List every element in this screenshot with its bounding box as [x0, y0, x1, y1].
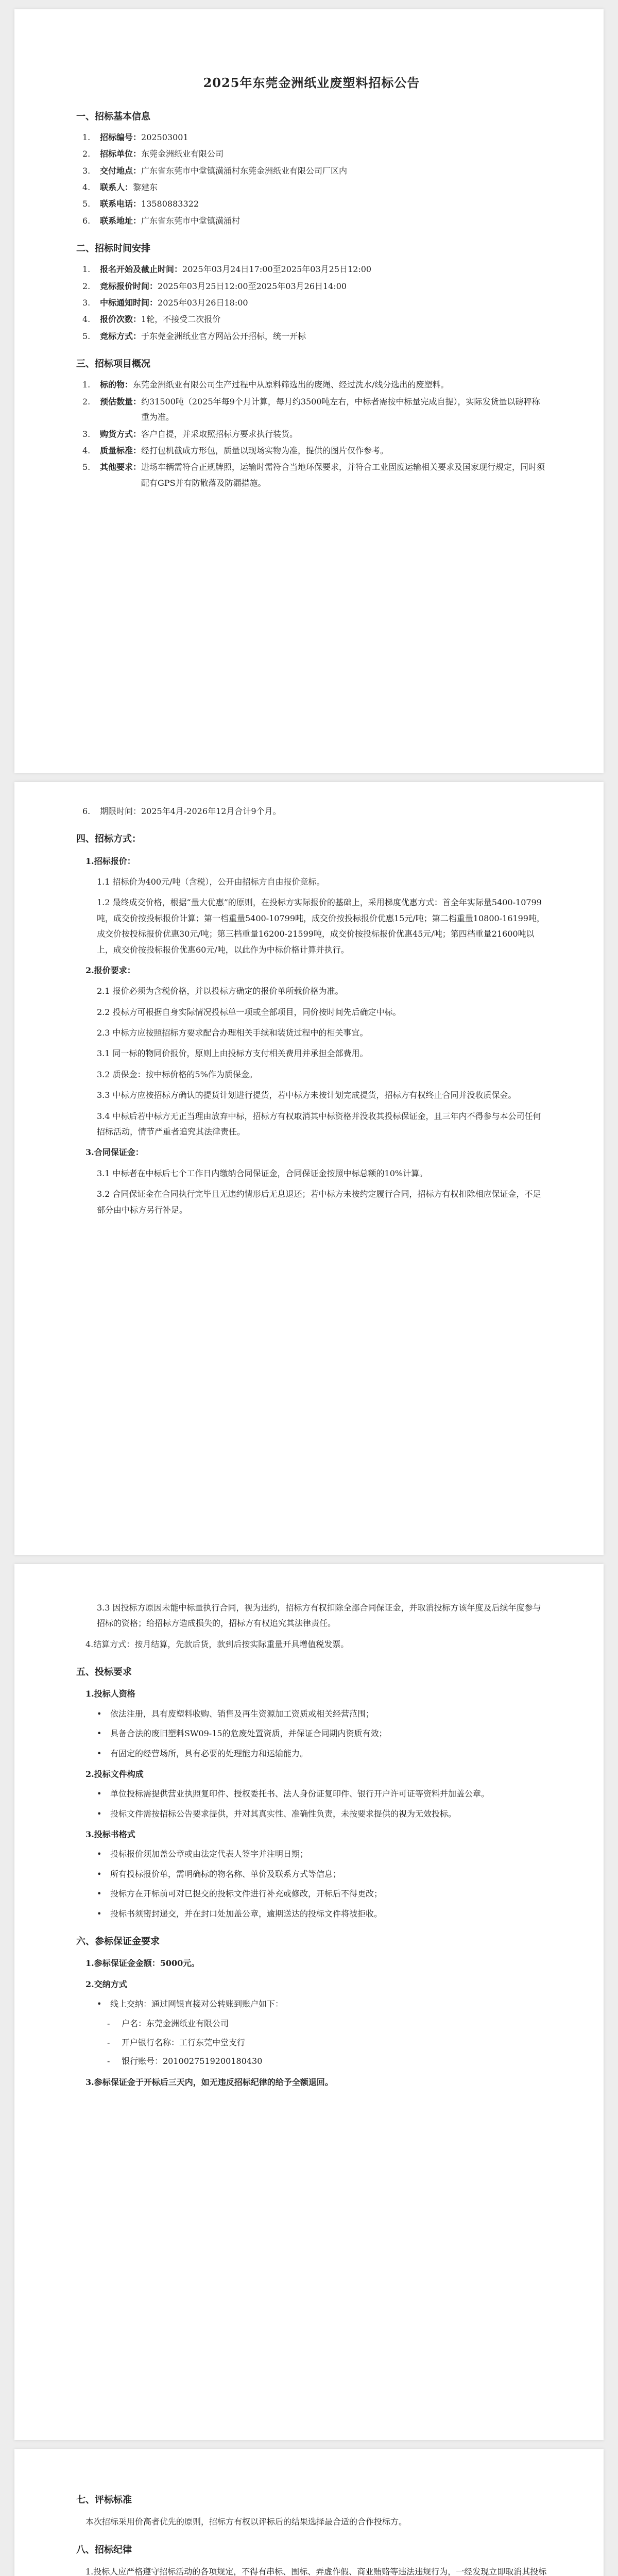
- evaluation-text: 本次招标采用价高者优先的原则，招标方有权以评标后的结果选择最合适的合作投标方。: [85, 2517, 407, 2527]
- item-value: 1轮，不接受二次报价: [141, 314, 221, 325]
- bidder-qualification-list: [76, 1706, 547, 1761]
- item-value: 客户自提，并采取照招标方要求执行装货。: [141, 429, 298, 439]
- bullet-icon: •: [97, 1889, 102, 1899]
- item-number: 2.: [82, 149, 91, 159]
- document-page-4: [14, 2449, 604, 2576]
- list-item: [82, 262, 547, 277]
- document-title: 2025年东莞金洲纸业废塑料招标公告: [203, 75, 420, 90]
- list-item: [97, 1726, 547, 1741]
- bullet-icon: •: [97, 1808, 102, 1819]
- bullet-icon: •: [97, 1728, 102, 1739]
- list-item: [97, 1867, 547, 1882]
- list-item: [97, 1886, 547, 1902]
- item-number: 6.: [82, 806, 91, 816]
- item-label: 质量标准：: [100, 446, 142, 456]
- bullet-icon: •: [97, 1908, 102, 1919]
- paragraph: 3.1 同一标的物同价报价，原则上由投标方支付相关费用并承担全部费用。: [97, 1048, 368, 1059]
- deposit-amount: 1.参标保证金金额：5000元。: [85, 1958, 200, 1969]
- list-item: [82, 180, 547, 195]
- list-item: [97, 1906, 547, 1922]
- dash-icon: -: [107, 2019, 110, 2029]
- paragraph: 1.1 招标价为400元/吨（含税），公开由招标方自由报价竞标。: [97, 876, 325, 887]
- bullet-icon: •: [97, 1748, 102, 1758]
- item-value: 13580883322: [141, 199, 199, 209]
- section-4-sub-2: 2.报价要求：: [85, 965, 135, 975]
- paragraph: 2.1 报价必须为含税价格，并以投标方确定的报价单所载价格为准。: [97, 986, 344, 996]
- item-value: 于东莞金洲纸业官方网站公开招标，统一开标: [141, 331, 306, 341]
- paragraph: 2.2 投标方可根据自身实际情况投标单一项或全部项目，同价按时间先后确定中标。: [97, 1007, 401, 1017]
- item-number: 5.: [82, 462, 91, 472]
- discipline-list: [76, 2564, 547, 2576]
- online-payment-text: 线上交纳：通过网银直接对公转账到账户如下：: [110, 1999, 284, 2009]
- item-number: 3.: [82, 429, 91, 439]
- list-item: [82, 163, 547, 179]
- item-number: 4.: [82, 446, 91, 456]
- list-item: [97, 1846, 547, 1862]
- section-3-item-6: [82, 804, 547, 819]
- list-item-text: 具备合法的废旧塑料SW09-15的危废处置资质，并保证合同期内资质有效；: [110, 1728, 387, 1739]
- account-text: 银行账号：2010027519200180430: [122, 2056, 263, 2066]
- section-3-heading: 三、招标项目概况: [76, 359, 150, 370]
- section-4-sub-1: 1.招标报价：: [85, 856, 135, 866]
- item-value: 202503001: [141, 132, 188, 142]
- list-item-text: 投标文件需按招标公告要求提供，并对其真实性、准确性负责，未按要求提供的视为无效投标。: [110, 1808, 457, 1819]
- bullet-icon: •: [97, 1789, 102, 1799]
- list-item: [97, 1706, 547, 1722]
- account-line: [107, 2054, 547, 2069]
- item-number: 4.: [82, 314, 91, 325]
- item-label: 招标编号：: [100, 132, 142, 142]
- online-payment-line: [97, 1996, 547, 2012]
- dash-icon: -: [107, 2056, 110, 2066]
- list-item-text: 投标书须密封递交，并在封口处加盖公章，逾期送达的投标文件将被拒收。: [110, 1908, 383, 1919]
- list-item-text: 有固定的经营场所，具有必要的处理能力和运输能力。: [110, 1748, 308, 1758]
- list-item: [82, 279, 547, 294]
- section-2-heading: 二、招标时间安排: [76, 243, 150, 255]
- section-4-sub-3: 3.合同保证金：: [85, 1147, 144, 1158]
- section-8-heading: 八、招标纪律: [76, 2544, 132, 2555]
- bullet-icon: •: [97, 1999, 102, 2009]
- paragraph: 3.3 因投标方原因未能中标量执行合同，视为违约，招标方有权扣除全部合同保证金，并取消投标方该年度及后续年度参与招标的资格；给招标方造成损失的，招标方有权追究其法律责任。: [97, 1603, 541, 1629]
- list-item-text: 投标方在开标前可对已提交的投标文件进行补充或修改，开标后不得更改；: [110, 1889, 383, 1899]
- account-line: [107, 2035, 547, 2050]
- section-5-sub-2: 2.投标文件构成: [85, 1769, 144, 1779]
- paragraph: 3.4 中标后若中标方无正当理由放弃中标，招标方有权取消其中标资格并没收其投标保证金，且三年内不得参与本公司任何招标活动，情节严重者追究其法律责任。: [97, 1111, 541, 1137]
- item-value: 约31500吨（2025年每9个月计算，每月约3500吨左右，中标者需按中标量完成自提），实际发货量以磅秤称重为准。: [141, 396, 540, 422]
- list-item: [97, 1806, 547, 1822]
- section-1-heading: 一、招标基本信息: [76, 111, 150, 122]
- item-label: 交付地点：: [100, 165, 142, 176]
- item-number: 3.: [82, 298, 91, 308]
- bullet-icon: •: [97, 1849, 102, 1859]
- section-1-list: [76, 130, 547, 229]
- bullet-icon: •: [97, 1869, 102, 1879]
- item-number: 6.: [82, 215, 91, 226]
- list-item: [82, 213, 547, 229]
- item-number: 3.: [82, 165, 91, 176]
- item-label: 联系人：: [100, 182, 133, 192]
- page-2-content: [76, 803, 547, 1223]
- item-number: 1.: [82, 264, 91, 275]
- document-page-2: [14, 782, 604, 1555]
- list-item: [82, 196, 547, 212]
- list-item: [97, 1786, 547, 1802]
- item-text: 期限时间：2025年4月-2026年12月合计9个月。: [100, 806, 281, 816]
- section-5-sub-3: 3.投标书格式: [85, 1829, 135, 1840]
- list-item: [82, 443, 547, 459]
- section-7-heading: 七、评标标准: [76, 2495, 132, 2505]
- section-2-list: [76, 262, 547, 344]
- deposit-refund: 3.参标保证金于开标后三天内，如无违反招标纪律的给予全额退回。: [85, 2077, 333, 2087]
- list-item-text: 投标报价须加盖公章或由法定代表人签字并注明日期；: [110, 1849, 308, 1859]
- item-value: 广东省东莞市中堂镇潢涌村: [141, 215, 241, 226]
- list-item: [82, 295, 547, 311]
- item-label: 竞标方式：: [100, 331, 142, 341]
- list-item: [82, 329, 547, 344]
- account-text: 开户银行名称：工行东莞中堂支行: [122, 2037, 246, 2047]
- item-number: 1.: [82, 380, 91, 390]
- item-number: 5.: [82, 331, 91, 341]
- item-label: 联系电话：: [100, 199, 142, 209]
- list-item: [97, 1746, 547, 1761]
- item-number: 2.: [82, 396, 91, 406]
- list-item: [82, 377, 547, 393]
- document-page-1: [14, 9, 604, 773]
- item-label: 报名开始及截止时间：: [100, 264, 183, 275]
- list-item: [82, 427, 547, 442]
- paragraph: 2.3 中标方应按照招标方要求配合办理相关手续和装货过程中的相关事宜。: [97, 1028, 368, 1038]
- paragraph: 3.1 中标者在中标后七个工作日内缴纳合同保证金，合同保证金按照中标总额的10%计算。: [97, 1168, 428, 1178]
- list-item: [82, 312, 547, 327]
- bullet-icon: •: [97, 1708, 102, 1719]
- item-value: 东莞金洲纸业有限公司: [141, 149, 224, 159]
- item-label: 标的物：: [100, 380, 133, 390]
- section-4-heading: 四、招标方式：: [76, 834, 141, 845]
- item-label: 招标单位：: [100, 149, 142, 159]
- section-6-heading: 六、参标保证金要求: [76, 1936, 160, 1947]
- item-value: 经打包机截成方形包，质量以现场实物为准，提供的图片仅作参考。: [141, 446, 389, 456]
- paragraph: 3.3 中标方应按招标方确认的提货计划进行提货，若中标方未按计划完成提货，招标方有权终止合同并没收质保金。: [97, 1090, 517, 1100]
- item-value: 广东省东莞市中堂镇潢涌村东莞金洲纸业有限公司厂区内: [141, 165, 348, 176]
- section-3-list: [76, 377, 547, 491]
- item-value: 2025年03月25日12:00至2025年03月26日14:00: [158, 281, 347, 291]
- item-label: 中标通知时间：: [100, 298, 158, 308]
- item-number: 4.: [82, 182, 91, 192]
- section-5-heading: 五、投标要求: [76, 1667, 132, 1678]
- page-1-content: [76, 71, 547, 492]
- item-label: 竞标报价时间：: [100, 281, 158, 291]
- page-3-content: [76, 1595, 547, 2093]
- item-label: 购货方式：: [100, 429, 142, 439]
- list-item: [82, 130, 547, 145]
- list-item-text: 所有投标报价单，需明确标的物名称、单价及联系方式等信息；: [110, 1869, 341, 1879]
- item-label: 其他要求：: [100, 462, 142, 472]
- item-value: 黎建东: [133, 182, 158, 192]
- list-item-paragraph: 1.投标人应严格遵守招标活动的各项规定，不得有串标、围标、弄虚作假、商业贿赂等违法违规行为，一经发现立即取消其投标: [85, 2566, 547, 2576]
- account-text: 户名：东莞金洲纸业有限公司: [122, 2019, 229, 2029]
- paragraph: 3.2 质保金：按中标价格的5%作为质保金。: [97, 1069, 258, 1079]
- bid-format-list: [76, 1846, 547, 1922]
- list-item: [82, 394, 547, 426]
- document-page-3: [14, 1564, 604, 2440]
- paragraph: 1.2 最终成交价格，根据“量大优惠”的原则，在投标方实际报价的基础上，采用梯度优惠方式：首全年实际量5400-10799吨，成交价按投标报价计算；第一档重量5400-10799吨，成交价按投标报价优惠15元/吨；第二档重量10800-16199吨，成交价按投标报价优惠30元/吨；第三档重量16200-21599吨，成交价按投标报价优惠45元/吨；第四档重量21600吨以上，成交价按投标报价优惠60元/吨，以此作为中标价格计算并执行。: [97, 897, 545, 955]
- item-number: 2.: [82, 281, 91, 291]
- list-item-text: 单位投标需提供营业执照复印件、授权委托书、法人身份证复印件、银行开户许可证等资料并加盖公章。: [110, 1789, 490, 1799]
- item-value: 2025年03月24日17:00至2025年03月25日12:00: [182, 264, 372, 275]
- item-label: 联系地址：: [100, 215, 142, 226]
- item-value: 2025年03月26日18:00: [158, 298, 248, 308]
- dash-icon: -: [107, 2037, 110, 2047]
- item-number: 5.: [82, 199, 91, 209]
- list-item: [82, 460, 547, 491]
- item-number: 1.: [82, 132, 91, 142]
- bank-account-list: [76, 2016, 547, 2069]
- list-item: [82, 146, 547, 162]
- item-value: 东莞金洲纸业有限公司生产过程中从原料筛选出的废绳、经过洗水/线分选出的废塑料。: [133, 380, 449, 390]
- account-line: [107, 2016, 547, 2031]
- item-label: 预估数量：: [100, 396, 142, 406]
- payment-method: 2.交纳方式: [85, 1979, 127, 1989]
- page-4-content: [76, 2480, 547, 2576]
- item-value: 进场车辆需符合正规牌照，运输时需符合当地环保要求，并符合工业固废运输相关要求及国家现行规定，同时须配有GPS并有防散落及防漏措施。: [141, 462, 545, 488]
- section-5-sub-1: 1.投标人资格: [85, 1689, 135, 1699]
- list-item-text: 依法注册，具有废塑料收购、销售及再生资源加工资质或相关经营范围；: [110, 1708, 374, 1719]
- item-label: 报价次数：: [100, 314, 142, 325]
- settlement-paragraph: 4.结算方式：按月结算，先款后货，款到后按实际重量开具增值税发票。: [85, 1639, 349, 1649]
- bid-documents-list: [76, 1786, 547, 1822]
- paragraph: 3.2 合同保证金在合同执行完毕且无违约情形后无息退还；若中标方未按约定履行合同，招标方有权扣除相应保证金，不足部分由中标方另行补足。: [97, 1189, 541, 1215]
